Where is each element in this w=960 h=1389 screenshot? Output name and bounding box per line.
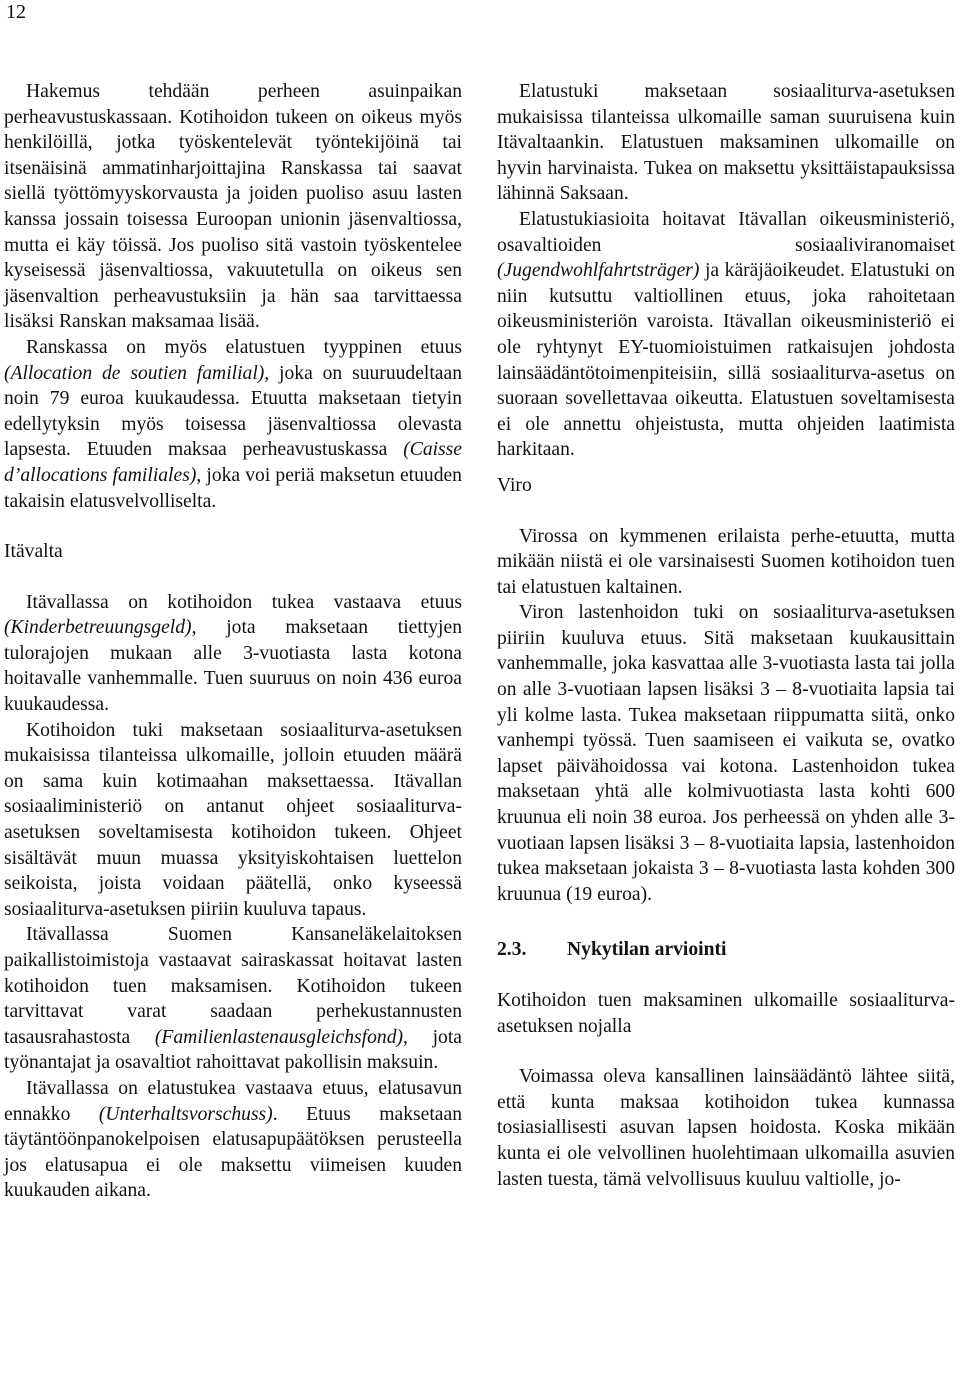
paragraph-austria-1 bbox=[4, 590, 462, 718]
page-number: 12 bbox=[6, 1, 26, 23]
left-column bbox=[4, 79, 462, 1204]
paragraph-text: Elatustuki maksetaan sosiaaliturva-asetuksen mukaisissa tilanteissa ulkomaille saman suuruisena kuin Itävaltaankin. Elatustuen maksaminen ulkomaille on hyvin harvinaista. Tukea on maksettu yksittäistapauksissa lähinnä Saksaan. bbox=[497, 81, 955, 205]
paragraph-text: Kotihoidon tuki maksetaan sosiaaliturva-asetuksen mukaisissa tilanteissa ulkomaille, jolloin etuuden määrä on sama kuin kotimaahan maksettaessa. Itävallan sosiaaliministeriö on antanut ohjeet sosiaaliturva-asetuksen soveltamisesta kotihoidon tukeen. Ohjeet sisältävät muun muassa yksityiskohtaisen luettelon seikoista, joista voidaan päätellä, onko kyseessä sosiaaliturva-asetuksen piiriin kuuluva tapaus. bbox=[4, 719, 462, 920]
paragraph-austria-6 bbox=[497, 207, 955, 463]
paragraph-text: . Etuus maksetaan täytäntöönpanokelpoisen elatusapupäätöksen perusteella jos elatusapua ei ole maksettu viimeisen kuuden kuukauden aikana. bbox=[4, 1103, 462, 1202]
foreign-term: (Kinderbetreuungsgeld) bbox=[4, 617, 192, 639]
paragraph-text: , jota työnantajat ja osavaltiot rahoittavat pakollisin maksuin. bbox=[4, 1026, 462, 1074]
foreign-term: (Caisse d’allocations familiales) bbox=[4, 439, 462, 486]
paragraph-text: Hakemus tehdään perheen asuinpaikan perheavustuskassaan. Kotihoidon tukeen on oikeus myös henkilöillä, jotka työskentelevät työntekijöinä tai itsenäisinä ammatinharjoittajina Ranskassa tai saavat siellä työttömyyskorvausta ja joiden puoliso asuu lasten kanssa jossain toisessa Euroopan unionin jäsenvaltiossa, mutta ei käy töissä. Jos puoliso sitä vastoin työskentelee kyseisessä jäsenvaltiossa, vakuutetulla on oikeus sen jäsenvaltion perheavustuksiin ja hän saa tarvittaessa lisäksi Ranskan maksamaa lisää. bbox=[4, 81, 462, 333]
paragraph-text: Virossa on kymmenen erilaista perhe-etuutta, mutta mikään niistä ei ole varsinaisesti Suomen kotihoidon tuen tai elatustuen kaltainen. bbox=[497, 525, 955, 598]
paragraph-text: Voimassa oleva kansallinen lainsäädäntö lähtee siitä, että kunta maksaa kotihoidon tukea kunnassa tosiasiallisesti asuvan lapsen hoidosta. Koska mikään kunta ei ole velvollinen huolehtimaan ulkomailla asuvien lasten tuesta, tämä velvollisuus kuuluu valtiolle, jo- bbox=[497, 1066, 955, 1190]
paragraph-austria-2 bbox=[4, 718, 462, 923]
paragraph-text: , joka voi periä maksetun etuuden takaisin elatusvelvolliselta. bbox=[4, 464, 462, 512]
right-column bbox=[497, 79, 955, 1192]
paragraph-austria-5 bbox=[497, 79, 955, 207]
paragraph-text: ja käräjäoikeudet. Elatustuki on niin kutsuttu valtiollinen etuus, joka rahoitetaan oikeusministeriön varoista. Itävallan oikeusministeriö ei ole ryhtynyt EY-tuomioistuimen ratkaisujen johdosta lainsäädäntötoimenpiteisiin, sillä sosiaaliturva-asetus on suoraan sovellettavaa oikeutta. Elatustuen soveltamisesta ei ole annettu ohjeistusta, mutta ohjeiden laatimista harkitaan. bbox=[497, 260, 955, 461]
paragraph-france-2 bbox=[4, 335, 462, 514]
paragraph-assessment-1 bbox=[497, 1064, 955, 1192]
heading-viro: Viro bbox=[497, 474, 532, 496]
paragraph-austria-4 bbox=[4, 1076, 462, 1204]
paragraph-austria-3 bbox=[4, 922, 462, 1076]
subheading: Kotihoidon tuen maksaminen ulkomaille sosiaaliturva-asetuksen nojalla bbox=[497, 990, 955, 1037]
section-heading bbox=[497, 937, 955, 963]
heading-itavalta: Itävalta bbox=[4, 541, 63, 563]
foreign-term: (Familienlastenausgleichsfond) bbox=[154, 1026, 404, 1048]
paragraph-text: Itävallassa Suomen Kansaneläkelaitoksen paikallistoimistoja vastaavat sairaskassat hoitavat lasten kotihoidon tuen maksamisen. Kotihoidon tukeen tarvittavat varat saadaan perhekustannusten tasausrahastosta bbox=[4, 924, 462, 1048]
foreign-term: (Unterhaltsvorschuss) bbox=[98, 1103, 273, 1125]
paragraph-text: Itävallassa on kotihoidon tukea vastaava etuus bbox=[26, 591, 462, 613]
paragraph-text: , jota maksetaan tiettyjen tulorajojen mukaan alle 3-vuotiasta lasta kotona hoitavalle vanhemmalle. Tuen suuruus on noin 436 euroa kuukaudessa. bbox=[4, 617, 462, 716]
paragraph-estonia-1 bbox=[497, 524, 955, 601]
paragraph-text: Itävallassa on elatustukea vastaava etuus, elatusavun ennakko bbox=[4, 1077, 462, 1125]
paragraph-text: Elatustukiasioita hoitavat Itävallan oikeusministeriö, osavaltioiden sosiaaliviranomaiset bbox=[497, 208, 955, 256]
section-number: 2.3. bbox=[497, 939, 527, 961]
paragraph-text: , joka on suuruudeltaan noin 79 euroa kuukaudessa. Etuutta maksetaan tietyin edellytyksin myös toisessa jäsenvaltiossa olevasta lapsesta. Etuuden maksaa perheavustuskassa bbox=[4, 362, 462, 461]
paragraph-estonia-2 bbox=[497, 600, 955, 907]
foreign-term: (Allocation de soutien familial) bbox=[4, 362, 265, 384]
paragraph-text: Viron lastenhoidon tuki on sosiaaliturva-asetuksen piiriin kuuluva etuus. Sitä maksetaan kuukausittain vanhemmalle, joka kasvattaa alle 3-vuotiasta lasta tai jolla on alle 3-vuotiaan lapsen lisäksi 3 – 8-vuotiaita lapsia tai yli kolme lasta. Tukea maksetaan riippumatta siitä, onko vanhempi työssä. Tuen saamiseen ei vaikuta se, ovatko lapset päivähoidossa vai kotona. Lastenhoidon tukea maksetaan yhtä alle kolmivuotiasta lasta kohti 600 kruunua eli noin 38 euroa. Jos perheessä on yhden alle 3-vuotiaan lapsen lisäksi 3 – 8-vuotiaita lapsia, lastenhoidon tukea maksetaan jokaista 3 – 8-vuotiasta lasta kohden 300 kruunua (19 euroa). bbox=[497, 602, 955, 905]
foreign-term: (Jugendwohlfahrtsträger) bbox=[497, 260, 700, 282]
paragraph-france-1 bbox=[4, 79, 462, 335]
paragraph-text: Ranskassa on myös elatustuen tyyppinen etuus bbox=[26, 336, 462, 358]
section-title: Nykytilan arviointi bbox=[567, 939, 727, 961]
